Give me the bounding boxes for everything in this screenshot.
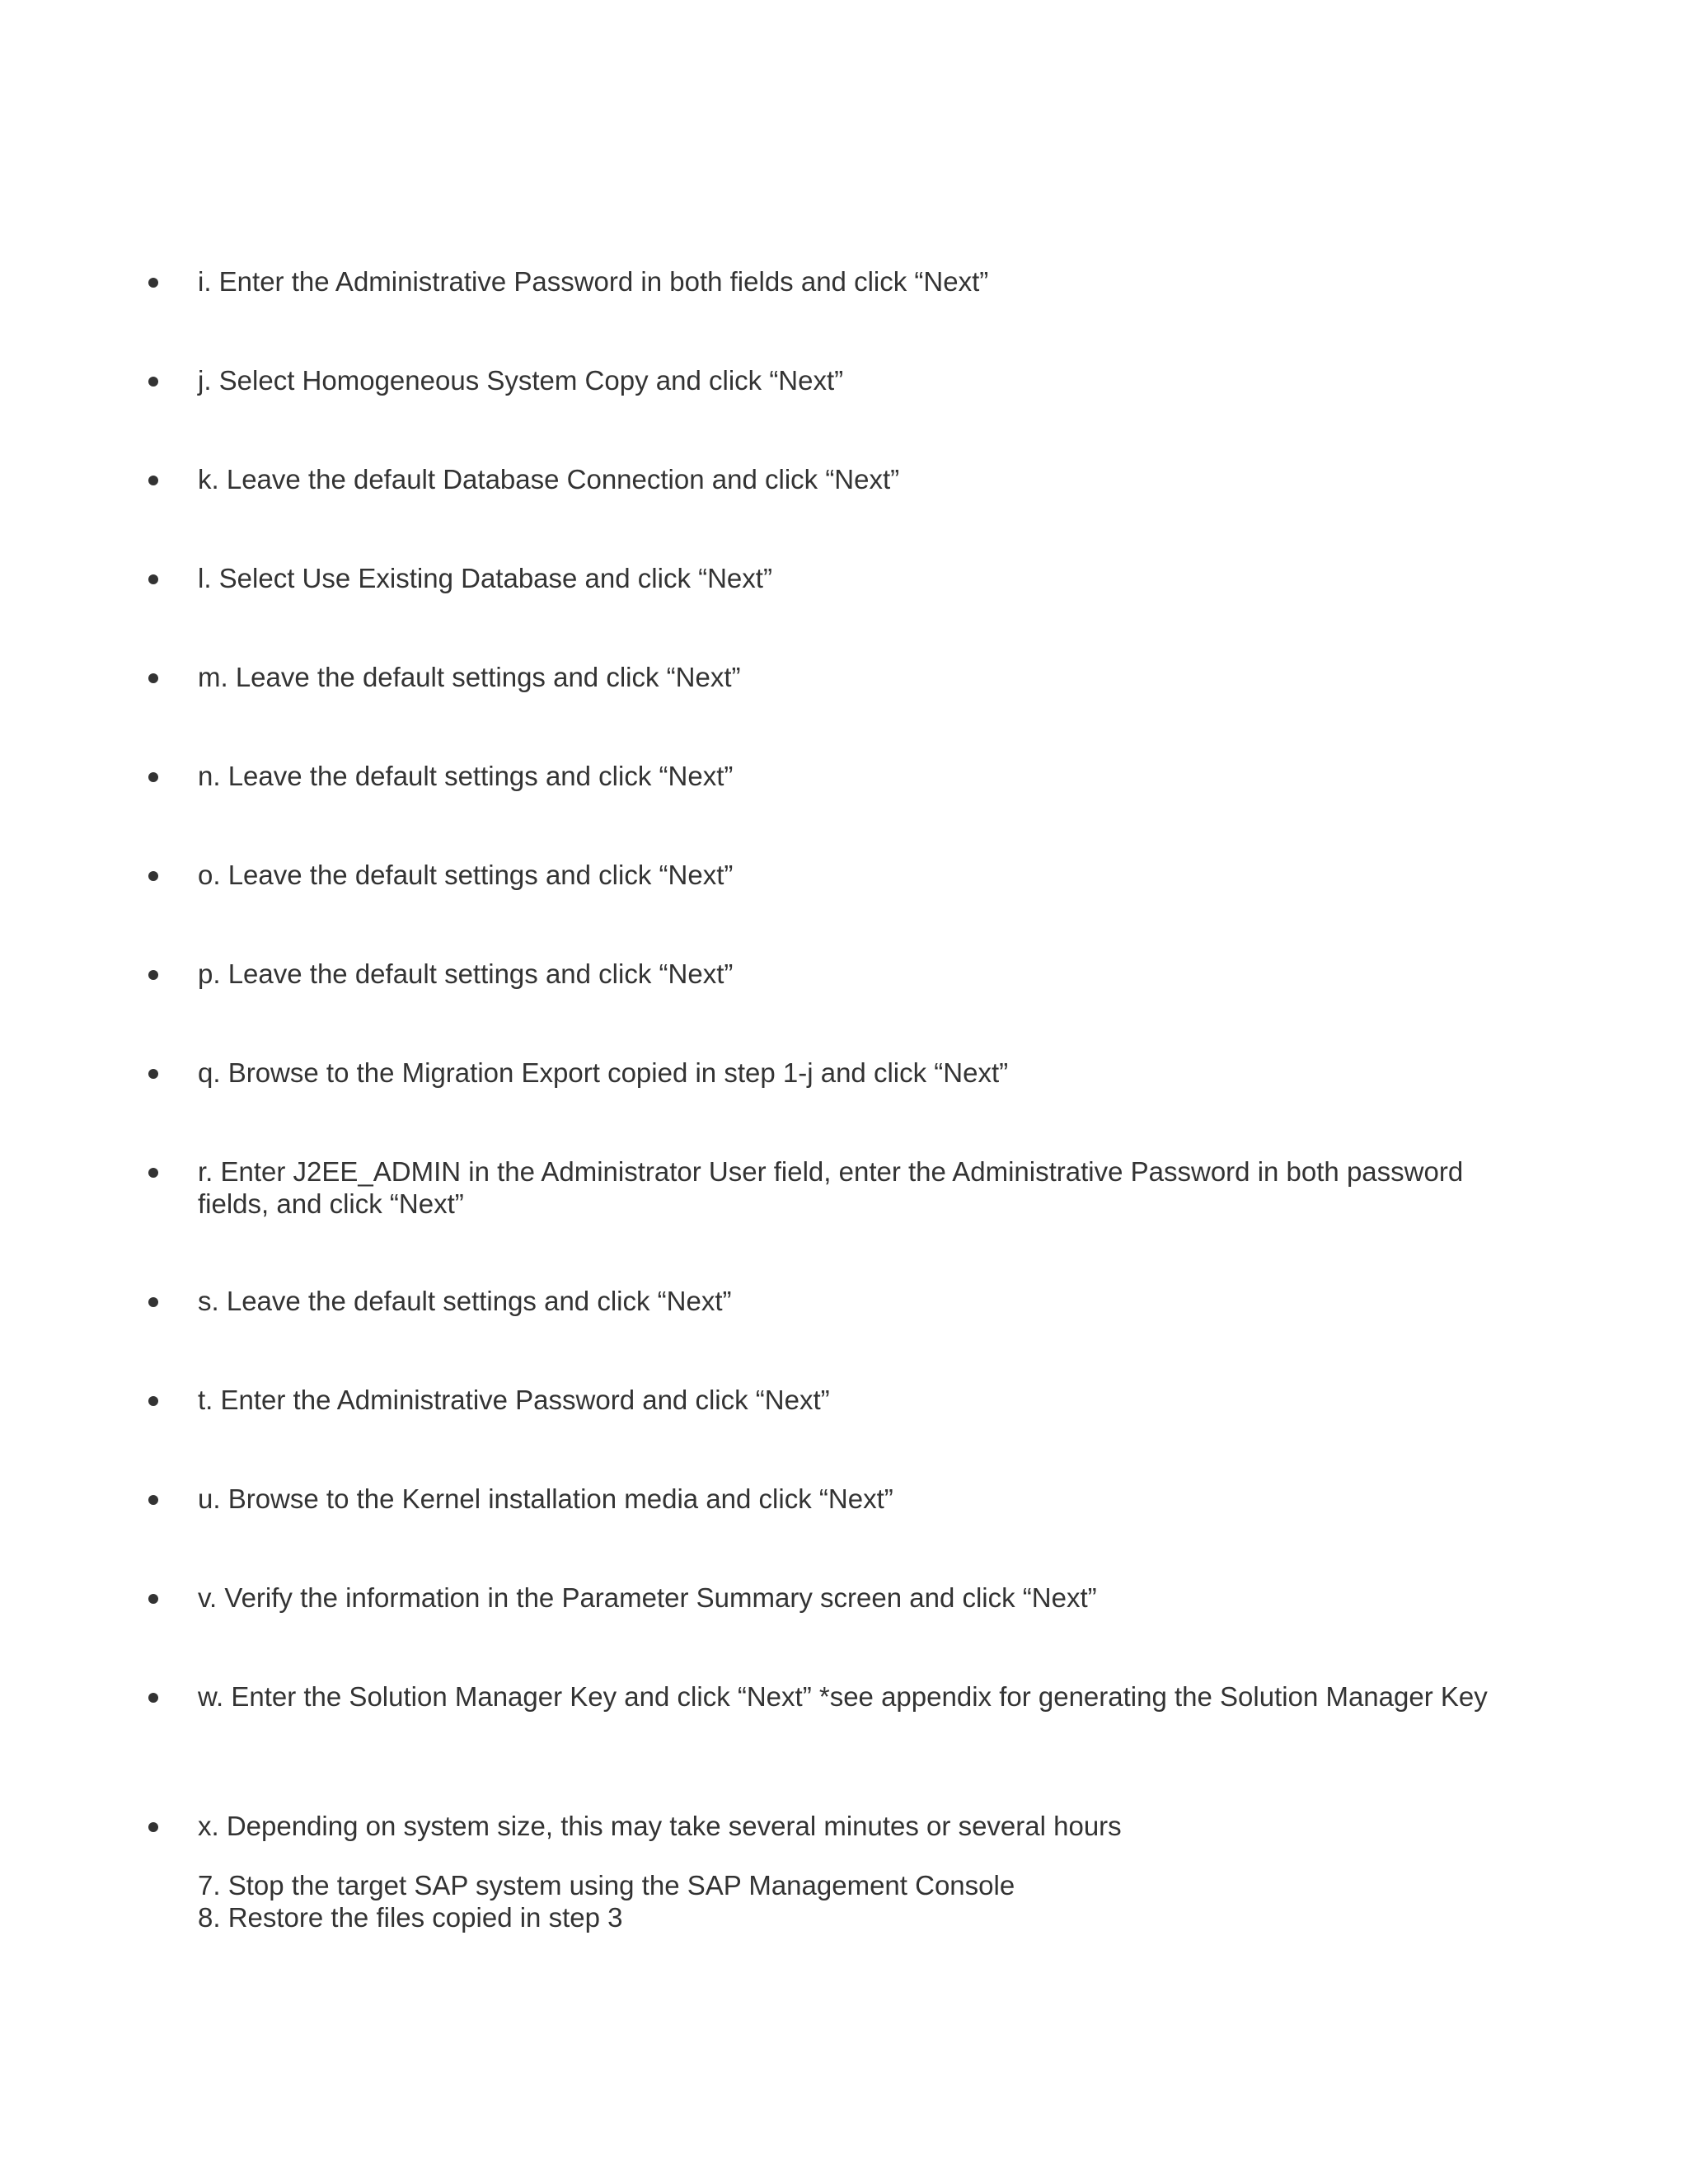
followup-line: 7. Stop the target SAP system using the SAP Management Console — [198, 1870, 1015, 1900]
step-text: j. Select Homogeneous System Copy and click “Next” — [198, 365, 844, 396]
bullet-icon — [148, 278, 158, 288]
step-text: i. Enter the Administrative Password in both fields and click “Next” — [198, 266, 989, 297]
step-text: w. Enter the Solution Manager Key and click “Next” *see appendix for generating the Solution Manager Key — [198, 1681, 1488, 1712]
step-text: u. Browse to the Kernel installation media and click “Next” — [198, 1483, 893, 1514]
step-text: k. Leave the default Database Connection and click “Next” — [198, 464, 900, 494]
bullet-icon — [148, 377, 158, 387]
bullet-icon — [148, 476, 158, 485]
followup-steps — [198, 1869, 1500, 1933]
bullet-icon — [148, 772, 158, 782]
step-text: x. Depending on system size, this may take several minutes or several hours — [198, 1811, 1122, 1841]
step-text: v. Verify the information in the Parameter Summary screen and click “Next” — [198, 1582, 1097, 1613]
bullet-icon — [148, 1495, 158, 1505]
bullet-icon — [148, 1822, 158, 1832]
bullet-icon — [148, 1594, 158, 1604]
followup-line: 8. Restore the files copied in step 3 — [198, 1902, 623, 1933]
step-text: m. Leave the default settings and click “Next” — [198, 662, 741, 692]
step-text: n. Leave the default settings and click “Next” — [198, 761, 734, 791]
bullet-icon — [148, 1168, 158, 1178]
bullet-icon — [148, 1297, 158, 1307]
bullet-icon — [148, 574, 158, 584]
step-text: l. Select Use Existing Database and click “Next” — [198, 563, 772, 593]
bullet-icon — [148, 970, 158, 980]
bullet-icon — [148, 673, 158, 683]
step-text: r. Enter J2EE_ADMIN in the Administrator User field, enter the Administrative Password in both password fields, and click “Next” — [198, 1156, 1464, 1219]
bullet-icon — [148, 1069, 158, 1079]
step-text: t. Enter the Administrative Password and click “Next” — [198, 1385, 830, 1415]
step-text: q. Browse to the Migration Export copied in step 1-j and click “Next” — [198, 1057, 1009, 1088]
step-text: p. Leave the default settings and click “Next” — [198, 958, 734, 989]
step-text: s. Leave the default settings and click “Next” — [198, 1286, 732, 1316]
step-text: o. Leave the default settings and click “Next” — [198, 860, 734, 890]
bullet-icon — [148, 871, 158, 881]
bullet-icon — [148, 1396, 158, 1406]
bullet-icon — [148, 1693, 158, 1703]
